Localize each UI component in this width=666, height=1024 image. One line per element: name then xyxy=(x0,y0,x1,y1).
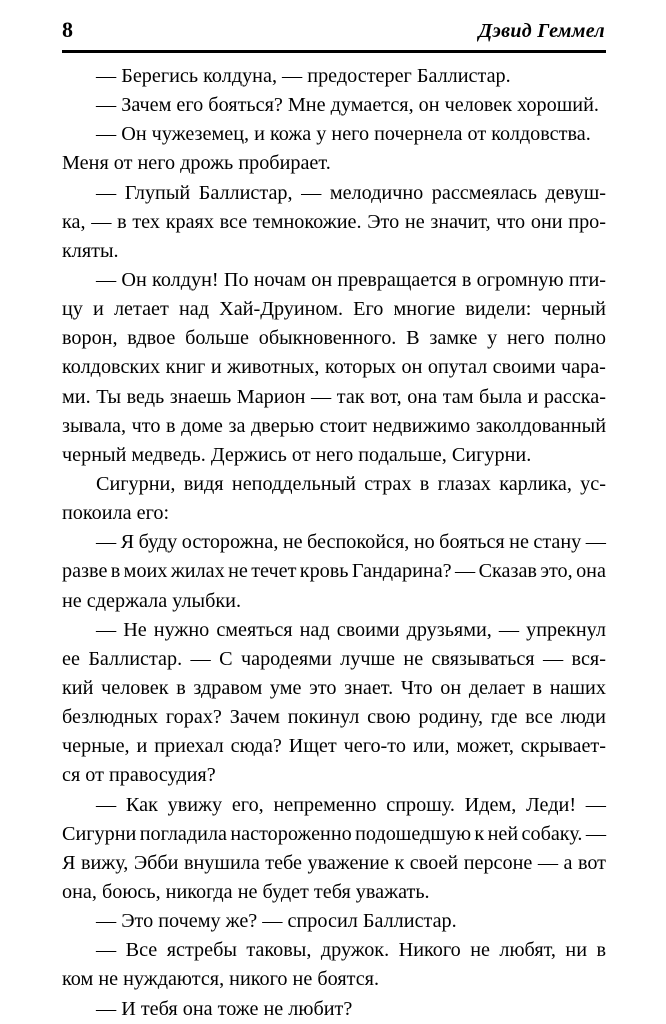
running-head xyxy=(62,17,605,47)
text-line: — Как увижу его, непременно спрошу. Идем, Леди! — xyxy=(96,793,606,816)
text-line: черный медведь. Держись от него подальше, Сигурни. xyxy=(62,443,532,466)
text-line: — Берегись колдуна, — предостерег Баллистар. xyxy=(96,65,511,87)
header-rule xyxy=(62,50,606,53)
text-line: — Это почему же? — спросил Баллистар. xyxy=(96,910,457,933)
paragraph xyxy=(62,791,606,908)
text-line: ее Баллистар. — С чародеями лучше не связываться — вся- xyxy=(62,647,606,670)
text-line: — Глупый Баллистар, — мелодично рассмеялась девуш- xyxy=(96,181,606,204)
text-line: кий человек в здравом уме это знает. Что он делает в наших xyxy=(62,676,606,699)
text-line: зывала, что в доме за дверью стоит недвижимо заколдованный xyxy=(62,414,606,437)
text-line: черные, и приехал сюда? Ищет чего-то или, может, скрывает- xyxy=(62,735,606,758)
text-line: разве в моих жилах не течет кровь Гандарина? — Сказав это, она xyxy=(62,560,606,583)
text-line: — Зачем его бояться? Мне думается, он человек хороший. xyxy=(96,94,599,117)
text-line: колдовских книг и животных, которых он опутал своими чара- xyxy=(62,356,606,379)
paragraph xyxy=(62,120,606,178)
paragraph xyxy=(62,179,606,266)
text-line: — Он чужеземец, и кожа у него почернела от колдовства. xyxy=(96,123,591,146)
paragraph xyxy=(62,995,606,1024)
text-line: — Он колдун! По ночам он превращается в огромную пти- xyxy=(96,268,606,291)
paragraph xyxy=(62,470,606,528)
text-line: цу и летает над Хай-Друином. Его многие видели: черный xyxy=(62,298,606,321)
text-line: ся от правосудия? xyxy=(62,764,216,787)
text-line: — И тебя она тоже не любит? xyxy=(96,997,353,1020)
text-line: — Не нужно смеяться над своими друзьями, — упрекнул xyxy=(96,618,606,641)
book-author-name: Дэвид Геммел xyxy=(478,20,605,42)
text-line: — Все ястребы таковы, дружок. Никого не любят, ни в xyxy=(96,939,606,962)
text-line: ком не нуждаются, никого не боятся. xyxy=(62,968,379,991)
text-line: не сдержала улыбки. xyxy=(62,589,242,612)
text-line: — Я буду осторожна, не беспокойся, но бояться не стану — xyxy=(96,531,606,554)
text-line: ми. Ты ведь знаешь Марион — так вот, она там была и расска- xyxy=(62,385,606,408)
paragraph xyxy=(62,907,606,936)
page-number: 8 xyxy=(62,17,74,42)
text-line: безлюдных горах? Зачем покинул свою родину, где все люди xyxy=(62,706,606,729)
text-line: ворон, вдвое больше обыкновенного. В замке у него полно xyxy=(62,327,606,350)
body-text-column xyxy=(62,62,606,1024)
text-line: Меня от него дрожь пробирает. xyxy=(62,152,331,175)
paragraph xyxy=(62,266,606,470)
paragraph xyxy=(62,91,606,120)
text-line: Я вижу, Эбби внушила тебе уважение к своей персоне — а вот xyxy=(62,851,606,874)
text-line: Сигурни, видя неподдельный страх в глазах карлика, ус- xyxy=(96,472,606,495)
text-line: она, боюсь, никогда не будет тебя уважать. xyxy=(62,880,430,903)
paragraph xyxy=(62,62,606,91)
text-line: покоила его: xyxy=(62,502,170,525)
text-line: кляты. xyxy=(62,239,119,262)
text-line: ка, — в тех краях все темнокожие. Это не значит, что они про- xyxy=(62,210,606,233)
paragraph xyxy=(62,936,606,994)
text-line: Сигурни погладила настороженно подошедшую к ней собаку. — xyxy=(62,822,606,845)
paragraph xyxy=(62,528,606,615)
paragraph xyxy=(62,616,606,791)
